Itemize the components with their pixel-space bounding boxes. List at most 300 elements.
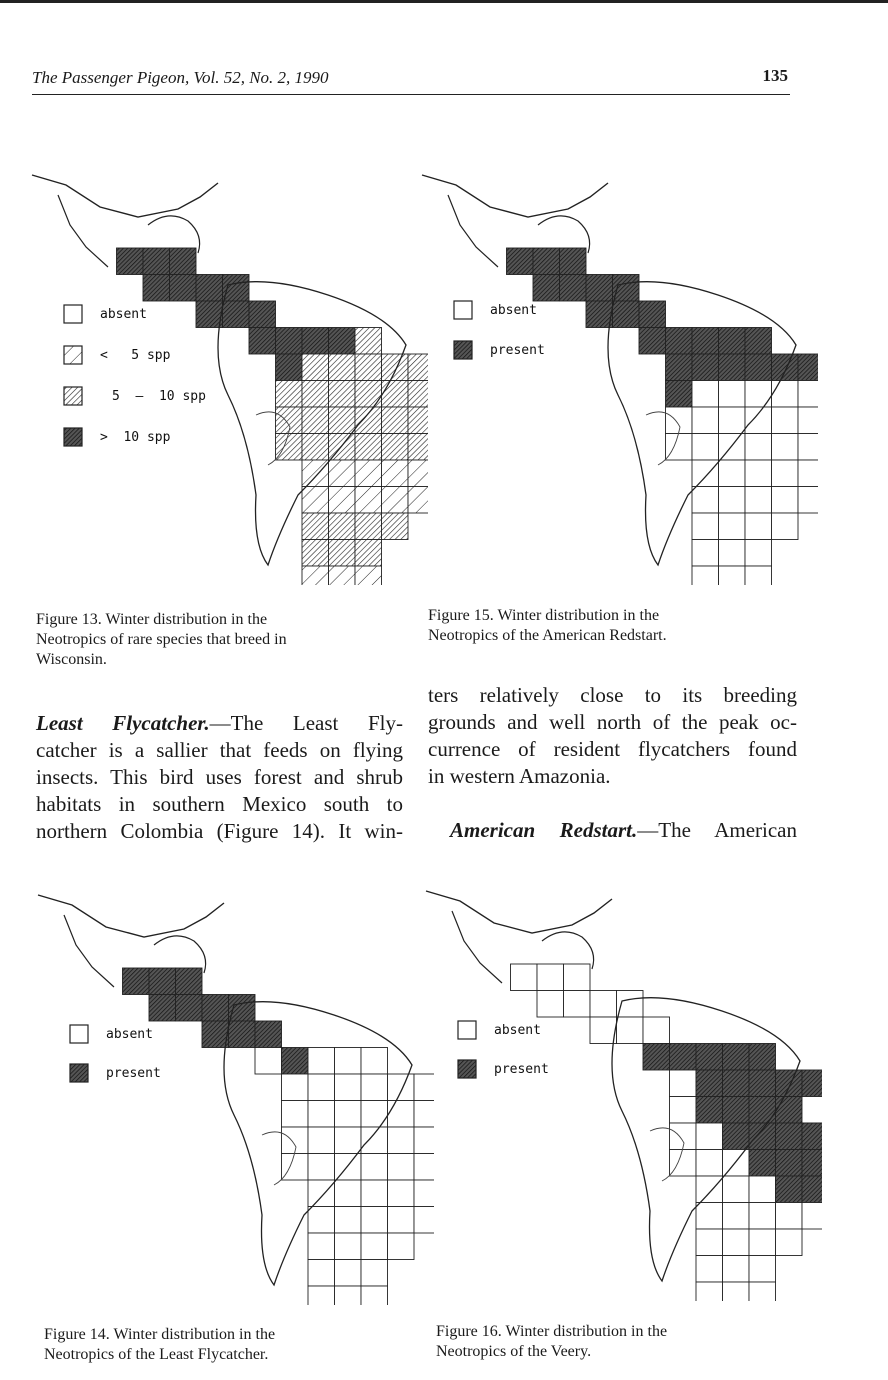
- grid-cell: [723, 1256, 750, 1283]
- grid-cell: [282, 1101, 309, 1128]
- grid-cell: [329, 328, 356, 355]
- grid-cell: [276, 434, 303, 461]
- grid-cell: [276, 381, 303, 408]
- grid-cell: [745, 460, 772, 487]
- grid-cell: [143, 275, 170, 302]
- grid-cells: [117, 248, 429, 585]
- grid-cell: [308, 1207, 335, 1234]
- grid-cell: [361, 1180, 388, 1207]
- grid-cell: [723, 1282, 750, 1301]
- figure-14-map: [34, 885, 434, 1305]
- grid-cell: [255, 1048, 282, 1075]
- north-america-coast: [426, 891, 612, 933]
- grid-cell: [798, 354, 818, 381]
- grid-cell: [308, 1260, 335, 1287]
- grid-cell: [692, 566, 719, 585]
- grid-cell: [692, 407, 719, 434]
- grid-cell: [335, 1207, 362, 1234]
- grid-cell: [745, 381, 772, 408]
- grid-cell: [223, 275, 250, 302]
- grid-cell: [643, 1044, 670, 1071]
- legend-swatch-present: [454, 341, 472, 359]
- grid-cell: [719, 328, 746, 355]
- text-line: ters relatively close to its breeding: [428, 683, 797, 707]
- grid-cell: [590, 1017, 617, 1044]
- grid-cell: [202, 995, 229, 1022]
- figure-13-caption: [36, 610, 287, 670]
- baja-california-coast: [452, 911, 502, 983]
- text-line: in western Amazonia.: [428, 764, 611, 788]
- grid-cell: [723, 1044, 750, 1071]
- grid-cell: [564, 991, 591, 1018]
- legend-swatch-under-5: [64, 346, 82, 364]
- right-column-text: [428, 682, 797, 844]
- grid-cell: [696, 1282, 723, 1301]
- grid-cell: [302, 566, 329, 585]
- grid-cell: [335, 1233, 362, 1260]
- caption-line: Figure 13. Winter distribution in the: [36, 611, 268, 628]
- grid-cell: [196, 301, 223, 328]
- grid-cell: [388, 1180, 415, 1207]
- grid-cell: [590, 991, 617, 1018]
- baja-california-coast: [64, 915, 114, 987]
- grid-cell: [355, 540, 382, 567]
- grid-cell: [749, 1070, 776, 1097]
- grid-cell: [564, 964, 591, 991]
- grid-cell: [586, 275, 613, 302]
- grid-cell: [745, 407, 772, 434]
- grid-cell: [149, 995, 176, 1022]
- caption-line: Neotropics of the Veery.: [436, 1343, 592, 1360]
- grid-cell: [355, 354, 382, 381]
- figure-15-svg: [418, 165, 818, 585]
- grid-cell: [776, 1229, 803, 1256]
- caption-line: Figure 16. Winter distribution in the: [436, 1323, 668, 1340]
- text-line: insects. This bird uses forest and shrub: [36, 765, 403, 789]
- grid-cell: [696, 1256, 723, 1283]
- legend-label-absent: absent: [106, 1027, 153, 1042]
- grid-cell: [308, 1180, 335, 1207]
- grid-cell: [696, 1123, 723, 1150]
- grid-cell: [176, 995, 203, 1022]
- grid-cell: [696, 1203, 723, 1230]
- grid-cell: [666, 381, 693, 408]
- grid-cell: [302, 328, 329, 355]
- legend-swatch-absent: [64, 305, 82, 323]
- grid-cell: [282, 1127, 309, 1154]
- grid-cell: [776, 1070, 803, 1097]
- grid-cell: [335, 1180, 362, 1207]
- map-legend: [70, 1025, 161, 1082]
- grid-cell: [382, 354, 409, 381]
- legend-label-under-5: < 5 spp: [100, 348, 171, 363]
- grid-cell: [745, 434, 772, 461]
- text-line: habitats in southern Mexico south to: [36, 792, 403, 816]
- grid-cell: [361, 1233, 388, 1260]
- grid-cell: [802, 1150, 822, 1177]
- grid-cell: [355, 460, 382, 487]
- grid-cell: [196, 275, 223, 302]
- grid-cell: [749, 1097, 776, 1124]
- grid-cell: [335, 1048, 362, 1075]
- grid-cell: [696, 1097, 723, 1124]
- grid-cell: [282, 1048, 309, 1075]
- grid-cell: [749, 1176, 776, 1203]
- figure-13-map: [28, 165, 428, 585]
- grid-cell: [355, 328, 382, 355]
- grid-cell: [533, 248, 560, 275]
- figure-14-caption: [44, 1325, 275, 1365]
- grid-cell: [329, 407, 356, 434]
- grid-cell: [772, 381, 799, 408]
- grid-cell: [329, 513, 356, 540]
- grid-cell: [249, 301, 276, 328]
- grid-cell: [798, 487, 818, 514]
- grid-cell: [802, 1176, 822, 1203]
- grid-cell: [613, 301, 640, 328]
- grid-cell: [560, 248, 587, 275]
- grid-cell: [696, 1044, 723, 1071]
- grid-cell: [308, 1154, 335, 1181]
- grid-cell: [229, 995, 256, 1022]
- grid-cell: [798, 381, 818, 408]
- left-column-text: [36, 710, 403, 845]
- grid-cell: [507, 248, 534, 275]
- text-line: [36, 710, 403, 737]
- grid-cell: [617, 1017, 644, 1044]
- caption-line: Neotropics of rare species that breed in: [36, 631, 287, 648]
- grid-cell: [643, 1017, 670, 1044]
- grid-cell: [670, 1123, 697, 1150]
- north-america-coast: [32, 175, 218, 217]
- grid-cell: [361, 1101, 388, 1128]
- grid-cell: [388, 1101, 415, 1128]
- grid-cell: [802, 1070, 822, 1097]
- legend-swatch-absent: [70, 1025, 88, 1043]
- text-line: grounds and well north of the peak oc-: [428, 710, 797, 734]
- grid-cell: [772, 513, 799, 540]
- grid-cell: [613, 275, 640, 302]
- map-legend: [454, 301, 545, 359]
- figure-13-svg: [28, 165, 428, 585]
- grid-cell: [388, 1074, 415, 1101]
- grid-cell: [123, 968, 150, 995]
- text-line: [428, 817, 797, 844]
- grid-cell: [776, 1123, 803, 1150]
- grid-cell: [696, 1150, 723, 1177]
- grid-cell: [719, 513, 746, 540]
- north-america-coast: [38, 895, 224, 937]
- grid-cell: [802, 1203, 822, 1230]
- figure-15-caption: [428, 606, 667, 646]
- grid-cells: [507, 248, 819, 585]
- grid-cell: [745, 540, 772, 567]
- grid-cell: [382, 487, 409, 514]
- grid-cell: [719, 460, 746, 487]
- grid-cell: [382, 434, 409, 461]
- grid-cell: [745, 328, 772, 355]
- text-line: currence of resident flycatchers found: [428, 737, 797, 761]
- grid-cell: [255, 1021, 282, 1048]
- grid-cell: [772, 487, 799, 514]
- grid-cell: [723, 1097, 750, 1124]
- grid-cell: [149, 968, 176, 995]
- grid-cell: [723, 1176, 750, 1203]
- grid-cell: [670, 1044, 697, 1071]
- grid-cell: [335, 1286, 362, 1305]
- grid-cell: [382, 407, 409, 434]
- grid-cell: [749, 1044, 776, 1071]
- grid-cell: [772, 460, 799, 487]
- grid-cell: [276, 354, 303, 381]
- grid-cell: [355, 566, 382, 585]
- gulf-coast: [538, 216, 590, 253]
- grid-cell: [388, 1233, 415, 1260]
- grid-cell: [302, 487, 329, 514]
- grid-cell: [723, 1203, 750, 1230]
- grid-cell: [388, 1207, 415, 1234]
- grid-cell: [802, 1097, 822, 1124]
- legend-swatch-absent: [458, 1021, 476, 1039]
- grid-cell: [382, 381, 409, 408]
- grid-cell: [170, 275, 197, 302]
- grid-cell: [617, 991, 644, 1018]
- grid-cell: [329, 566, 356, 585]
- grid-cell: [308, 1233, 335, 1260]
- grid-cell: [335, 1074, 362, 1101]
- grid-cell: [355, 407, 382, 434]
- legend-label-absent: absent: [494, 1023, 541, 1038]
- grid-cell: [361, 1127, 388, 1154]
- figure-15-map: [418, 165, 818, 585]
- grid-cell: [749, 1256, 776, 1283]
- grid-cell: [692, 328, 719, 355]
- grid-cell: [745, 487, 772, 514]
- grid-cell: [692, 460, 719, 487]
- grid-cell: [276, 407, 303, 434]
- caption-line: Neotropics of the American Redstart.: [428, 627, 667, 644]
- grid-cell: [719, 381, 746, 408]
- grid-cell: [666, 407, 693, 434]
- legend-label-over-10: > 10 spp: [100, 430, 171, 445]
- text-run: —The American: [637, 818, 798, 842]
- grid-cell: [586, 301, 613, 328]
- grid-cell: [308, 1048, 335, 1075]
- grid-cell: [249, 328, 276, 355]
- grid-cell: [170, 248, 197, 275]
- legend-swatch-present: [70, 1064, 88, 1082]
- grid-cell: [302, 434, 329, 461]
- grid-cell: [335, 1260, 362, 1287]
- grid-cell: [329, 487, 356, 514]
- grid-cell: [560, 275, 587, 302]
- grid-cell: [302, 540, 329, 567]
- grid-cell: [776, 1203, 803, 1230]
- grid-cell: [308, 1127, 335, 1154]
- map-legend: [64, 305, 206, 446]
- page-number: 135: [762, 66, 788, 85]
- grid-cell: [355, 381, 382, 408]
- grid-cell: [776, 1176, 803, 1203]
- grid-cell: [302, 513, 329, 540]
- grid-cell: [302, 381, 329, 408]
- grid-cell: [719, 566, 746, 585]
- legend-swatch-over-10: [64, 428, 82, 446]
- section-heading-american-redstart: American Redstart.: [450, 818, 638, 842]
- grid-cell: [388, 1154, 415, 1181]
- text-line: catcher is a sallier that feeds on flying: [36, 738, 403, 762]
- caption-line: Neotropics of the Least Flycatcher.: [44, 1346, 269, 1363]
- grid-cell: [382, 460, 409, 487]
- baja-california-coast: [58, 195, 108, 267]
- grid-cell: [276, 328, 303, 355]
- grid-cell: [749, 1282, 776, 1301]
- grid-cell: [723, 1123, 750, 1150]
- grid-cell: [670, 1097, 697, 1124]
- grid-cell: [666, 354, 693, 381]
- grid-cell: [745, 513, 772, 540]
- top-rule: [0, 0, 888, 3]
- grid-cell: [511, 964, 538, 991]
- grid-cell: [749, 1150, 776, 1177]
- grid-cell: [537, 964, 564, 991]
- grid-cell: [802, 1123, 822, 1150]
- grid-cell: [798, 407, 818, 434]
- grid-cell: [388, 1127, 415, 1154]
- grid-cell: [361, 1260, 388, 1287]
- gulf-coast: [542, 932, 594, 969]
- figure-14-svg: [34, 885, 434, 1305]
- journal-citation: The Passenger Pigeon, Vol. 52, No. 2, 1990: [32, 68, 329, 87]
- caption-line: Figure 14. Winter distribution in the: [44, 1326, 276, 1343]
- grid-cell: [355, 434, 382, 461]
- grid-cell: [719, 407, 746, 434]
- grid-cell: [117, 248, 144, 275]
- grid-cell: [308, 1074, 335, 1101]
- grid-cell: [361, 1154, 388, 1181]
- grid-cells: [123, 968, 435, 1305]
- legend-swatch-absent: [454, 301, 472, 319]
- legend-label-present: present: [106, 1066, 161, 1081]
- grid-cell: [696, 1229, 723, 1256]
- figure-16-svg: [422, 881, 822, 1301]
- figure-16-map: [422, 881, 822, 1301]
- map-legend: [458, 1021, 549, 1078]
- grid-cell: [229, 1021, 256, 1048]
- legend-label-present: present: [494, 1062, 549, 1077]
- grid-cell: [749, 1203, 776, 1230]
- legend-label-5-10: 5 – 10 spp: [112, 389, 206, 404]
- grid-cell: [776, 1150, 803, 1177]
- grid-cell: [537, 991, 564, 1018]
- grid-cell: [302, 460, 329, 487]
- grid-cell: [302, 354, 329, 381]
- grid-cell: [533, 275, 560, 302]
- grid-cell: [202, 1021, 229, 1048]
- grid-cell: [692, 354, 719, 381]
- grid-cell: [723, 1229, 750, 1256]
- legend-label-absent: absent: [490, 303, 537, 318]
- caption-line: Wisconsin.: [36, 651, 107, 668]
- grid-cell: [749, 1229, 776, 1256]
- grid-cell: [745, 354, 772, 381]
- figure-16-caption: [436, 1322, 667, 1362]
- grid-cell: [692, 434, 719, 461]
- legend-label-present: present: [490, 343, 545, 358]
- grid-cell: [308, 1286, 335, 1305]
- grid-cell: [302, 407, 329, 434]
- grid-cell: [223, 301, 250, 328]
- grid-cell: [723, 1070, 750, 1097]
- grid-cell: [719, 354, 746, 381]
- grid-cell: [335, 1127, 362, 1154]
- legend-label-absent: absent: [100, 307, 147, 322]
- grid-cell: [639, 301, 666, 328]
- grid-cell: [282, 1074, 309, 1101]
- legend-swatch-5-10: [64, 387, 82, 405]
- grid-cell: [692, 540, 719, 567]
- grid-cell: [670, 1150, 697, 1177]
- grid-cell: [749, 1123, 776, 1150]
- section-heading-least-flycatcher: Least Flycatcher.: [36, 711, 210, 735]
- grid-cell: [696, 1070, 723, 1097]
- grid-cell: [798, 434, 818, 461]
- gulf-coast: [154, 936, 206, 973]
- grid-cell: [776, 1097, 803, 1124]
- grid-cells: [511, 964, 823, 1301]
- grid-cell: [382, 513, 409, 540]
- grid-cell: [772, 407, 799, 434]
- grid-cell: [329, 460, 356, 487]
- legend-swatch-present: [458, 1060, 476, 1078]
- grid-cell: [719, 540, 746, 567]
- grid-cell: [666, 328, 693, 355]
- grid-cell: [361, 1074, 388, 1101]
- grid-cell: [745, 566, 772, 585]
- grid-cell: [692, 487, 719, 514]
- grid-cell: [696, 1176, 723, 1203]
- grid-cell: [355, 487, 382, 514]
- grid-cell: [772, 354, 799, 381]
- grid-cell: [329, 381, 356, 408]
- caption-line: Figure 15. Winter distribution in the: [428, 607, 660, 624]
- north-america-coast: [422, 175, 608, 217]
- grid-cell: [361, 1286, 388, 1305]
- gulf-coast: [148, 216, 200, 253]
- grid-cell: [798, 460, 818, 487]
- grid-cell: [176, 968, 203, 995]
- grid-cell: [355, 513, 382, 540]
- grid-cell: [329, 354, 356, 381]
- baja-california-coast: [448, 195, 498, 267]
- grid-cell: [666, 434, 693, 461]
- grid-cell: [639, 328, 666, 355]
- grid-cell: [143, 248, 170, 275]
- text-run: —The Least Fly-: [209, 711, 403, 735]
- running-header: [32, 66, 790, 95]
- grid-cell: [361, 1207, 388, 1234]
- grid-cell: [361, 1048, 388, 1075]
- grid-cell: [692, 381, 719, 408]
- grid-cell: [308, 1101, 335, 1128]
- grid-cell: [719, 487, 746, 514]
- grid-cell: [282, 1154, 309, 1181]
- text-line: northern Colombia (Figure 14). It win-: [36, 819, 403, 843]
- grid-cell: [329, 540, 356, 567]
- grid-cell: [772, 434, 799, 461]
- grid-cell: [692, 513, 719, 540]
- grid-cell: [670, 1070, 697, 1097]
